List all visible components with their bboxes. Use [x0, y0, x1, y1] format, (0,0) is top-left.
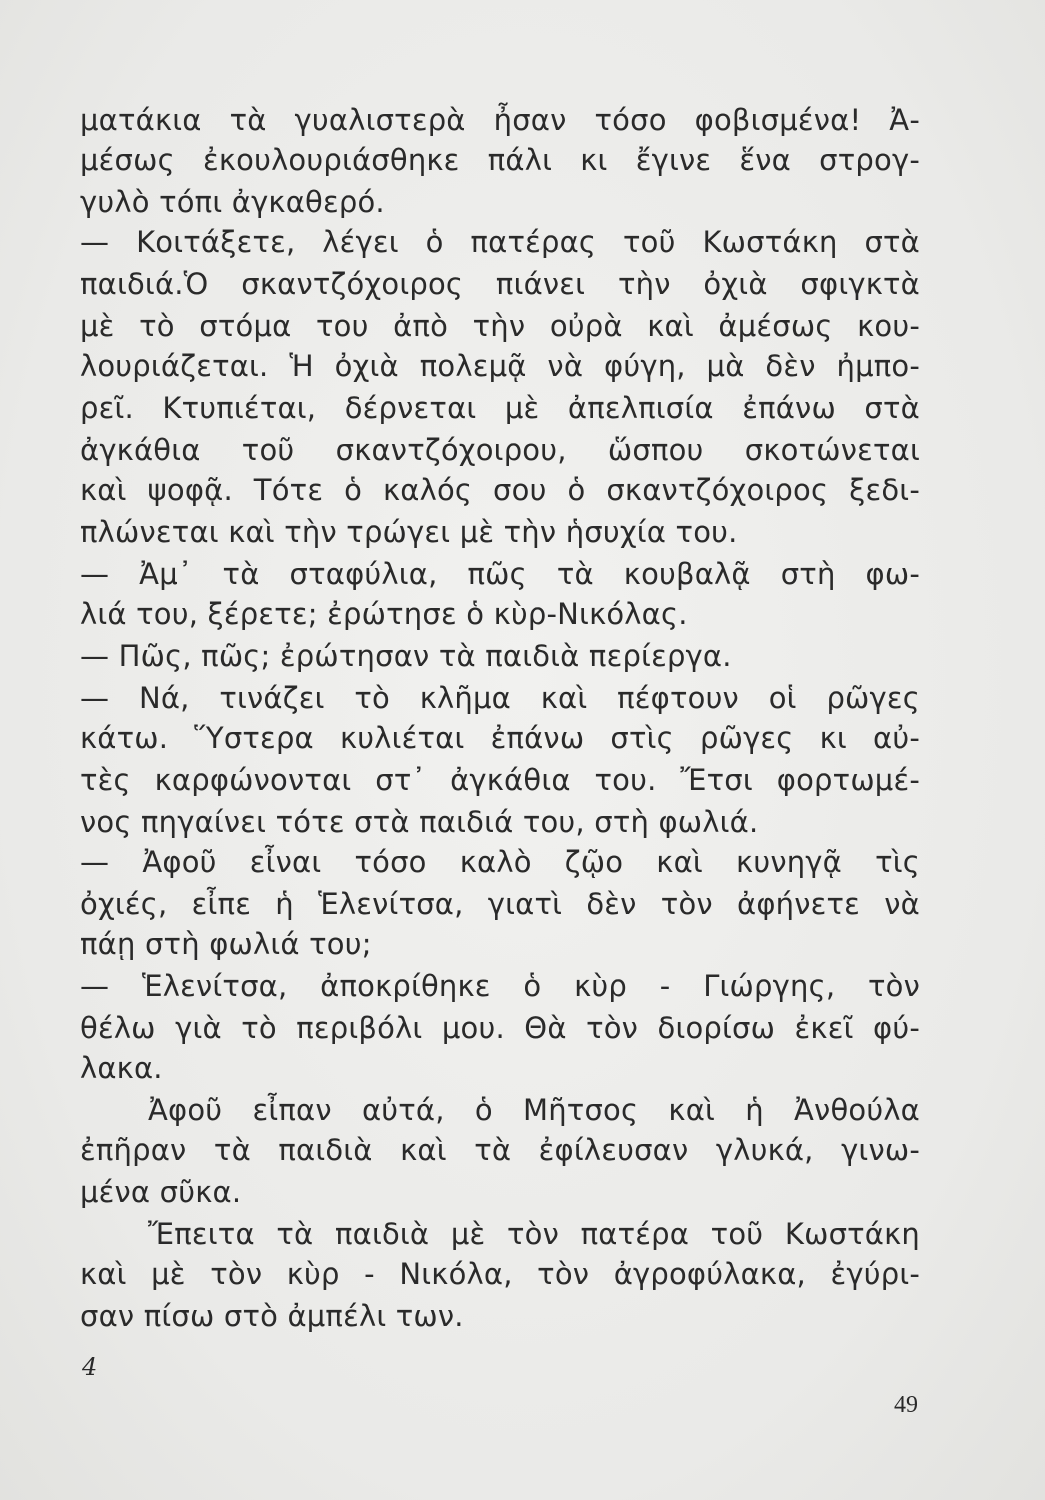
text-line: θέλω γιὰ τὸ περιβόλι μου. Θὰ τὸν διορίσω ἐκεῖ φύ-: [80, 1011, 920, 1045]
text-line: τὲς καρφώνονται στ᾿ ἀγκάθια του. Ἔτσι φορτωμέ-: [80, 763, 920, 797]
text-line: πάῃ στὴ φωλιά του;: [80, 927, 372, 961]
text-line: ρεῖ. Κτυπιέται, δέρνεται μὲ ἀπελπισία ἐπάνω στὰ: [80, 391, 920, 425]
text-line: λακα.: [80, 1051, 163, 1085]
text-line: ματάκια τὰ γυαλιστερὰ ἦσαν τόσο φοβισμένα! Ἀ-: [80, 103, 920, 137]
text-line: Ἔπειτα τὰ παιδιὰ μὲ τὸν πατέρα τοῦ Κωστάκη: [148, 1217, 920, 1251]
text-line: πλώνεται καὶ τὴν τρώγει μὲ τὴν ἡσυχία του.: [80, 515, 738, 549]
text-line: παιδιά.Ὁ σκαντζόχοιρος πιάνει τὴν ὀχιὰ σφιγκτὰ: [80, 267, 920, 301]
text-line: λιά του, ξέρετε; ἐρώτησε ὁ κὺρ-Νικόλας.: [80, 597, 688, 631]
text-line: — Ἀφοῦ εἶναι τόσο καλὸ ζῷο καὶ κυνηγᾷ τὶς: [80, 845, 920, 879]
signature-mark: 4: [82, 1353, 98, 1381]
text-line: κάτω. Ὕστερα κυλιέται ἐπάνω στὶς ρῶγες κι αὐ-: [80, 721, 920, 755]
text-line: μέσως ἐκουλουριάσθηκε πάλι κι ἔγινε ἕνα στρογ-: [80, 143, 920, 177]
text-line: ἀγκάθια τοῦ σκαντζόχοιρου, ὥσπου σκοτώνεται: [80, 433, 920, 467]
text-line: — Νά, τινάζει τὸ κλῆμα καὶ πέφτουν οἱ ρῶγες: [80, 681, 920, 715]
text-line: — Κοιτάξετε, λέγει ὁ πατέρας τοῦ Κωστάκη στὰ: [80, 225, 920, 259]
page-number: 49: [894, 1392, 918, 1418]
text-line: καὶ μὲ τὸν κὺρ - Νικόλα, τὸν ἀγροφύλακα, ἐγύρι-: [80, 1257, 920, 1291]
text-line: — Πῶς, πῶς; ἐρώτησαν τὰ παιδιὰ περίεργα.: [80, 639, 732, 673]
text-line: ὀχιές, εἶπε ἡ Ἑλενίτσα, γιατὶ δὲν τὸν ἀφήνετε νὰ: [80, 887, 920, 921]
text-line: ἐπῆραν τὰ παιδιὰ καὶ τὰ ἐφίλευσαν γλυκά, γινω-: [80, 1133, 920, 1167]
text-line: μὲ τὸ στόμα του ἀπὸ τὴν οὐρὰ καὶ ἀμέσως κου-: [80, 309, 920, 343]
text-line: νος πηγαίνει τότε στὰ παιδιά του, στὴ φωλιά.: [80, 805, 759, 839]
text-line: καὶ ψοφᾷ. Τότε ὁ καλός σου ὁ σκαντζόχοιρος ξεδι-: [80, 473, 920, 507]
text-line: Ἀφοῦ εἶπαν αὐτά, ὁ Μῆτσος καὶ ἡ Ἀνθούλα: [148, 1093, 920, 1127]
text-line: — Ἑλενίτσα, ἀποκρίθηκε ὁ κὺρ - Γιώργης, τὸν: [80, 969, 920, 1003]
text-line: — Ἀμ᾿ τὰ σταφύλια, πῶς τὰ κουβαλᾷ στὴ φω-: [80, 557, 920, 591]
text-line: γυλὸ τόπι ἀγκαθερό.: [80, 185, 385, 219]
text-line: λουριάζεται. Ἡ ὀχιὰ πολεμᾷ νὰ φύγη, μὰ δὲν ἠμπο-: [80, 349, 920, 383]
text-line: μένα σῦκα.: [80, 1175, 242, 1209]
text-line: σαν πίσω στὸ ἀμπέλι των.: [80, 1299, 464, 1333]
